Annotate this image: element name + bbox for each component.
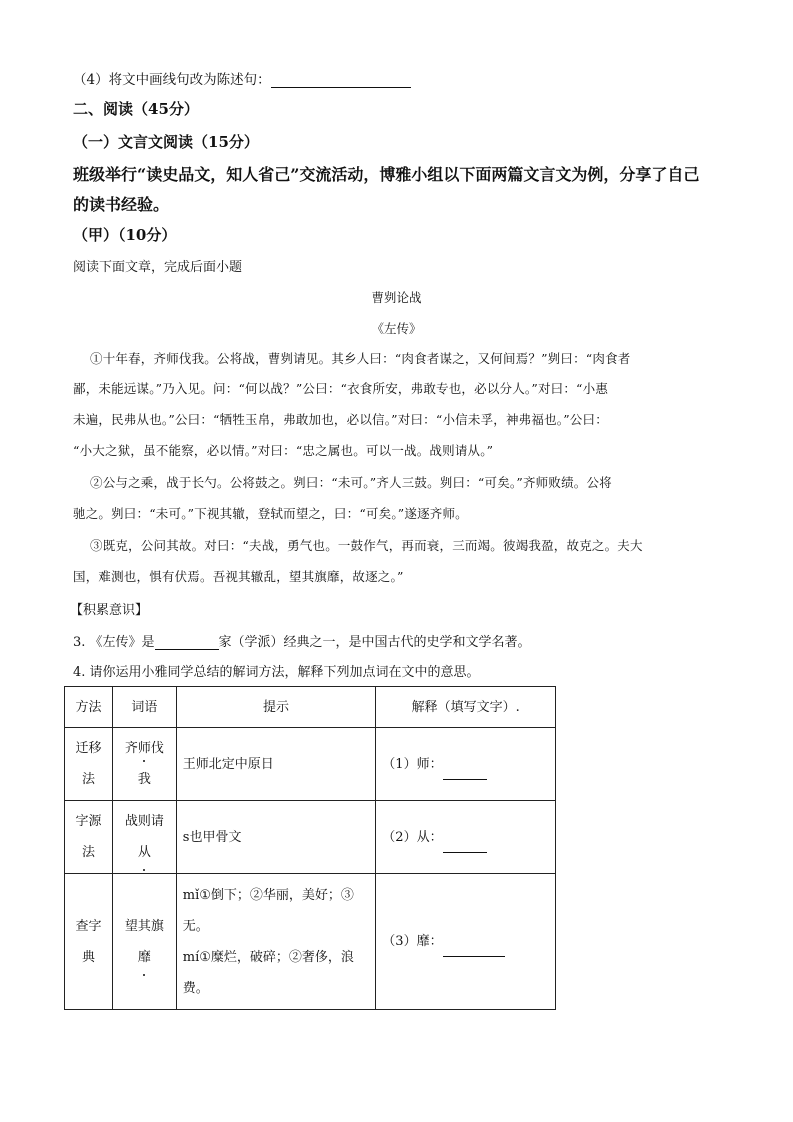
passage-line-7: ③既克，公问其故。对曰：“夫战，勇气也。一鼓作气，再而衰，三而竭。彼竭我盈，故克之。夫大 <box>90 538 643 553</box>
header-hint: 提示 <box>176 687 376 728</box>
passage-line-8: 国，难测也，惧有伏焉。吾视其辙乱，望其旗靡，故逐之。” <box>73 569 404 584</box>
row2-answer-label: （2）从： <box>382 829 443 845</box>
method-table <box>64 686 556 1010</box>
row3-word <box>112 874 176 1010</box>
row1-word <box>112 728 176 801</box>
header-method: 方法 <box>65 687 113 728</box>
q3-prefix: 3. 《左传》是 <box>73 635 155 650</box>
q3-blank[interactable] <box>155 635 219 650</box>
row1-word-l2: 我 <box>138 764 151 795</box>
table-row <box>65 728 556 801</box>
header-answer: 解释（填写文字）. <box>376 687 556 728</box>
jia-title: （甲）（10分） <box>73 226 177 244</box>
row1-answer <box>376 728 556 801</box>
row1-method <box>65 728 113 801</box>
section2-title: 二、阅读（45分） <box>73 100 199 118</box>
row3-hint-l1: mǐ①倒下；②华丽，美好；③ <box>182 887 354 903</box>
intro-line-1: 班级举行“读史品文，知人省己”交流活动，博雅小组以下面两篇文言文为例，分享了自己 <box>73 165 700 184</box>
row3-word-l2: 靡 <box>138 942 151 973</box>
row2-method-l2: 法 <box>81 845 95 860</box>
intro-line-2: 的读书经验。 <box>73 195 170 214</box>
passage-line-2: 鄙，未能远谋。”乃入见。问：“何以战？”公曰：“衣食所安，弗敢专也，必以分人。”对曰：“小惠 <box>73 381 609 396</box>
row1-method-l2: 法 <box>81 772 95 787</box>
passage-source: 《左传》 <box>371 321 422 336</box>
row1-answer-blank[interactable] <box>443 765 487 780</box>
row3-answer-blank[interactable] <box>443 942 505 957</box>
q3-line <box>73 631 531 650</box>
row2-word <box>112 801 176 874</box>
row3-hint <box>176 874 376 1010</box>
row3-method-l2: 典 <box>81 949 95 965</box>
header-word: 词语 <box>112 687 176 728</box>
row3-method-l1: 查字 <box>75 918 102 934</box>
row1-method-l1: 迁移 <box>75 741 102 756</box>
row3-hint-l3: mí①糜烂，破碎；②奢侈，浪 <box>182 949 354 965</box>
row2-method <box>65 801 113 874</box>
q4-rewrite-blank[interactable] <box>271 73 411 88</box>
q3-suffix: 家（学派）经典之一，是中国古代的史学和文学名著。 <box>218 635 531 650</box>
q4-rewrite-text: （4）将文中画线句改为陈述句： <box>73 72 271 88</box>
row3-method <box>65 874 113 1010</box>
passage-line-5: ②公与之乘，战于长勺。公将鼓之。刿曰：“未可。”齐人三鼓。刿曰：“可矣。”齐师败绩。公将 <box>90 475 612 490</box>
row2-method-l1: 字源 <box>75 814 102 829</box>
row2-word-l2: 从 <box>138 837 151 868</box>
table-header-row <box>65 687 556 728</box>
passage-line-1: ①十年春，齐师伐我。公将战，曹刿请见。其乡人曰：“肉食者谋之，又何间焉？”刿曰：“肉食者 <box>90 351 631 366</box>
row2-answer-blank[interactable] <box>443 838 487 853</box>
accumulate-label: 【积累意识】 <box>70 603 149 618</box>
q4-text: 4. 请你运用小雅同学总结的解词方法，解释下列加点词在文中的意思。 <box>73 665 480 680</box>
row3-hint-l4: 费。 <box>182 980 209 996</box>
row1-hint: 王师北定中原日 <box>176 728 376 801</box>
passage-line-6: 驰之。刿曰：“未可。”下视其辙，登轼而望之，曰：“可矣。”遂逐齐师。 <box>73 506 468 521</box>
row3-answer <box>376 874 556 1010</box>
row3-hint-l2: 无。 <box>182 918 209 934</box>
passage-line-3: 未遍，民弗从也。”公曰：“牺牲玉帛，弗敢加也，必以信。”对曰：“小信未孚，神弗福也。”公曰： <box>73 412 608 427</box>
q4-rewrite-line <box>73 68 411 88</box>
passage-line-4: “小大之狱，虽不能察，必以情。”对曰：“忠之属也。可以一战。战则请从。” <box>73 443 494 458</box>
row3-word-l1: 望其旗 <box>124 918 164 934</box>
row1-word-l1: 齐师伐 <box>124 741 164 756</box>
passage-title: 曹刿论战 <box>371 290 422 305</box>
table-row <box>65 801 556 874</box>
subsection1-title: （一）文言文阅读（15分） <box>73 133 259 151</box>
row2-word-l1: 战则请 <box>124 814 164 829</box>
row2-answer <box>376 801 556 874</box>
table-row <box>65 874 556 1010</box>
row3-answer-label: （3）靡： <box>382 934 443 949</box>
row2-hint: s也甲骨文 <box>176 801 376 874</box>
row1-answer-label: （1）师： <box>382 756 443 772</box>
instruction: 阅读下面文章，完成后面小题 <box>73 260 243 275</box>
